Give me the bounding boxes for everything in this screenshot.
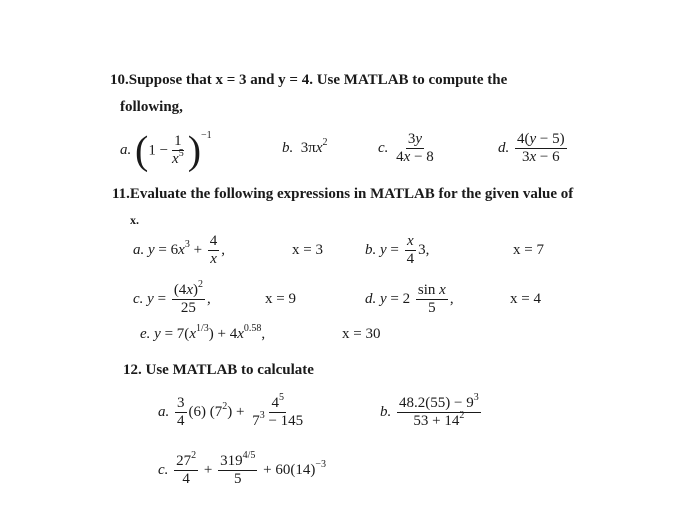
- q12-item-b: b. $\frac{48.2(55) - 9^3}{53 + 14^2}$: [380, 392, 479, 429]
- q11-item-d-value: x = 4: [510, 291, 541, 307]
- q10-item-c: c. $\frac{3y}{4x - 8}$: [378, 131, 434, 165]
- q12-heading: 12. Use MATLAB to calculate: [123, 362, 314, 378]
- q11-heading-line2: x.: [130, 213, 139, 227]
- q10-item-b-label: b.: [282, 140, 294, 156]
- q10-item-c-label: c.: [378, 139, 389, 156]
- q11-item-e-value: x = 30: [342, 326, 381, 342]
- q12-item-a-label: a.: [158, 403, 170, 420]
- q11-item-c-value: x = 9: [265, 291, 296, 307]
- q11-item-b-label: b.: [365, 241, 377, 258]
- q11-item-c: c. y = $\frac{(4x)^2}{25}$ ,: [133, 279, 211, 316]
- q11-item-e-label: e.: [140, 326, 151, 342]
- q11-item-a-label: a.: [133, 241, 145, 258]
- q11-item-d: d. y = 2 $\frac{\text{sin x}}{5}$ ,: [365, 282, 454, 316]
- q11-item-a-value: x = 3: [292, 242, 323, 258]
- q10-item-a-label: a.: [120, 142, 132, 158]
- q11-item-b: b. y = $\frac{x}{4}$ 3,: [365, 233, 430, 267]
- q12-item-b-label: b.: [380, 403, 392, 420]
- q11-heading-line1: 11.Evaluate the following expressions in MATLAB for the given value of: [112, 186, 574, 202]
- q10-item-a: a. (1 − $\frac{1}{x^5}$ )$^{-1}$: [120, 127, 212, 173]
- q10-item-d: d. $\frac{4(y - 5)}{3x - 6}$: [498, 131, 565, 165]
- q10-heading-line2: following,: [120, 99, 183, 115]
- q12-item-a: a. $\frac{3}{4}$ (6) $(7^2)$ + $\frac{4^5}{7^3 - 145}$: [158, 392, 304, 429]
- q10-item-b: b. $3\pi x^2$: [282, 137, 328, 156]
- q12-item-c: c. $\frac{27^2}{4}$ + $\frac{319^{4/5}}{5}$ + $60(14)^{-3}$: [158, 450, 327, 487]
- q11-item-c-label: c.: [133, 290, 144, 307]
- q11-item-d-label: d.: [365, 290, 377, 307]
- q10-heading-line1: 10.Suppose that x = 3 and y = 4. Use MATLAB to compute the: [110, 72, 508, 88]
- q11-item-a: a. $y = 6x^3$ + $\frac{4}{x}$ ,: [133, 233, 226, 267]
- q12-item-c-label: c.: [158, 461, 169, 478]
- q11-item-e: e. $y = 7(x^{1/3}) + 4x^{0.58}$,: [140, 323, 266, 342]
- q10-item-d-label: d.: [498, 139, 510, 156]
- q11-item-b-value: x = 7: [513, 242, 544, 258]
